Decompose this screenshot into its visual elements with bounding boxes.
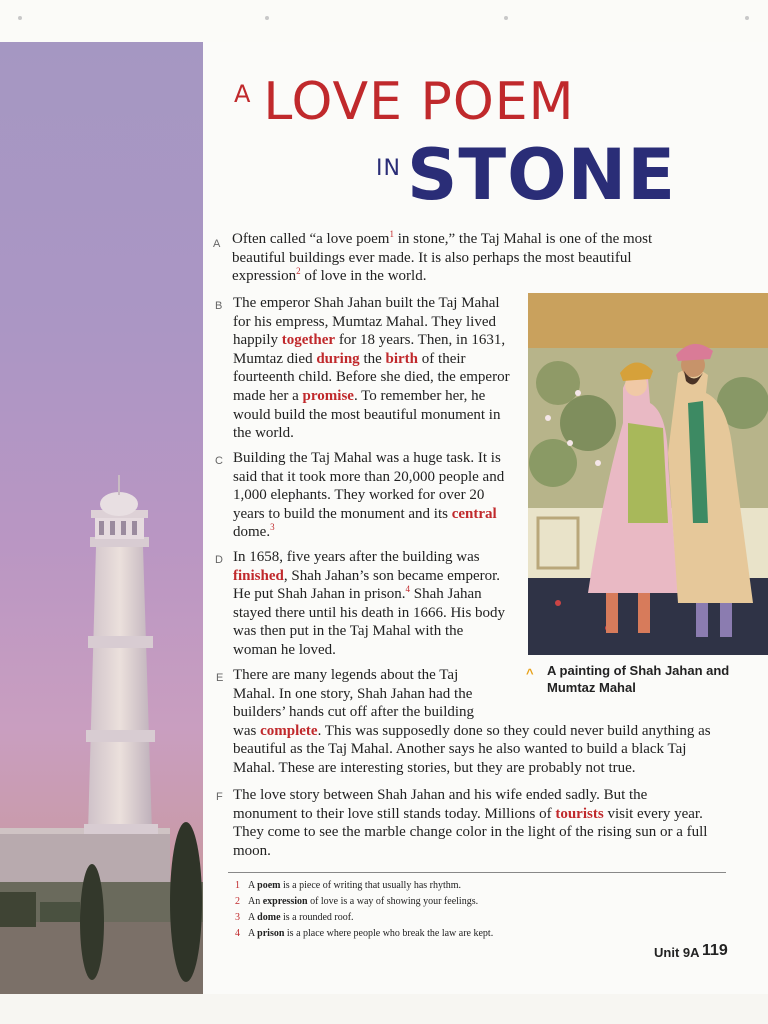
paragraph-text: of love in the world. [300,268,427,285]
paragraph-letter-c: C [215,455,223,467]
footnote-ref: 1 [389,229,394,239]
footnote-divider [228,872,726,873]
unit-label: Unit 9A [654,945,700,960]
paragraph-letter-e: E [216,672,224,684]
title-love-poem: LOVE POEM [263,72,575,132]
vocabulary-word: finished [233,567,284,584]
paragraph-text: The emperor Shah Jahan built the Taj Mahal for his empress, Mumtaz Mahal. They lived happily [233,295,500,349]
footnote-number: 3 [235,912,240,923]
footnote-definition: is a piece of writing that usually has rhythm. [280,880,462,891]
vocabulary-word: complete [260,722,318,739]
title-line-2 [376,134,677,216]
footnote-term: dome [257,912,281,923]
paragraph-text: dome. [233,524,271,541]
paragraph-text: , Shah Jahan’s son became emperor. He put Shah Jahan in prison. [233,567,501,603]
paragraph-text: of their fourteenth child. Before she died, the emperor made her a [233,350,510,404]
paragraph-letter-f: F [216,791,223,803]
paragraph-f [233,786,713,860]
minaret-photo [0,42,203,994]
paragraph-d [233,548,510,660]
footnote-number: 4 [235,928,240,939]
caption-text: A painting of Shah Jahan and Mumtaz Mahal [547,663,730,695]
margin-dot [504,16,508,20]
footnote-definition: is a rounded roof. [280,912,354,923]
footnote-ref: 4 [405,584,410,595]
footnote-definition: is a place where people who break the law are kept. [284,928,494,939]
footnote-ref: 3 [270,522,275,533]
page-number: 119 [702,942,728,959]
paragraph-letter-a: A [213,238,221,250]
paragraph-text: In 1658, five years after the building was [233,549,480,565]
margin-dot [745,16,749,20]
painting-illustration [528,293,768,655]
paragraph-text: for 18 years. Then, in 1631, Mumtaz died [233,332,506,367]
vocabulary-word: together [281,332,336,349]
footnote-definition: of love is a way of showing your feelings. [307,896,479,907]
footnote-term: expression [262,896,308,907]
footnote-4 [235,927,493,940]
title-line-1 [234,72,575,132]
vocabulary-word: birth [385,350,419,367]
paragraph-b [233,294,510,443]
vocabulary-word: during [316,350,360,367]
shah-jahan-painting [528,293,768,655]
paragraph-e-part-2 [233,722,728,778]
paragraph-text: the [359,350,386,367]
title-prefix-a: A [234,80,252,108]
footnote-term: prison [257,928,285,939]
footnote-prefix: A [248,880,258,891]
paragraph-letter-d: D [215,554,223,566]
paragraph-text: was [233,722,261,739]
paragraph-text: Shah Jahan stayed there until his death in 1666. His body was then put in the Taj Mahal with the woman he loved. [233,586,506,658]
footnote-number: 1 [235,880,240,891]
margin-dot [18,16,22,20]
footnote-ref: 2 [296,266,301,277]
paragraph-e-part-1 [233,666,498,722]
paragraph-text: . This was supposedly done so they could never build anything as beautiful as the Taj Mahal. Another says he also wanted to build a black Taj Mahal. These are interesting stories, but they are probably not true. [233,722,711,776]
title-prefix-in: IN [376,156,401,181]
paragraph-text: Building the Taj Mahal was a huge task. It is said that it took more than 20,000 people and 1,000 elephants. They worked for over 20 years to build the monument and its [233,450,505,522]
footnote-prefix: An [248,896,263,907]
footnote-number: 2 [235,896,240,907]
paragraph-text: visit every year. They come to see the marble change color in the light of the rising sun or a full moon. [233,805,708,859]
vocabulary-word: tourists [555,805,604,822]
paragraph-text: . To remember her, he would build the most beautiful monument in the world. [233,387,501,442]
paragraph-text: There are many legends about the Taj Mahal. In one story, Shah Jahan had the builders’ hands cut off after the building [233,667,475,721]
footnote-2 [235,895,478,908]
minaret-illustration [0,42,203,994]
paragraph-text: Often called “a love poem [232,231,390,247]
title-stone: STONE [406,134,677,216]
page-top-margin [0,0,768,42]
paragraph-letter-b: B [215,300,223,312]
paragraph-text: in stone,” the Taj Mahal is one of the most beautiful buildings ever made. It is also perhaps the most beautiful expression [232,231,653,285]
footnote-term: poem [257,880,281,891]
paragraph-c [233,449,510,542]
footnote-prefix: A [248,912,258,923]
paragraph-text: The love story between Shah Jahan and his wife ended sadly. But the monument to their love still stands today. Millions of [233,787,648,822]
vocabulary-word: central [451,505,497,522]
paragraph-a [232,230,692,286]
footnote-prefix: A [248,928,258,939]
vocabulary-word: promise [302,387,354,404]
footnote-3 [235,911,354,924]
caption-arrow-icon: ^ [526,666,534,681]
margin-dot [265,16,269,20]
footnote-1 [235,879,461,892]
